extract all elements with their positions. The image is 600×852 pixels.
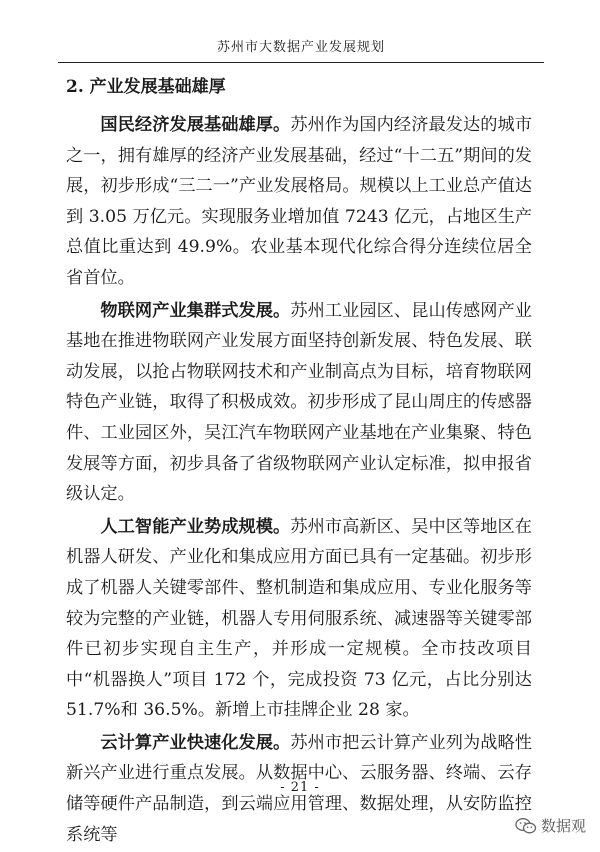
watermark — [515, 815, 586, 836]
paragraph-body: 苏州作为国内经济最发达的城市之一，拥有雄厚的经济产业发展基础，经过“十二五”期间的发展，初步形成“三二一”产业发展格局。规模以上工业总产值达到 3.05 万亿元。实现服务业增加值 7243 亿元，占地区生产总值比重达到 49.9%。农业基本现代化综合得分连续位居全省首位。 — [66, 115, 532, 288]
paragraph — [66, 512, 532, 726]
section-title: 2. 产业发展基础雄厚 — [66, 77, 226, 97]
page-header — [58, 34, 544, 63]
body-content — [66, 110, 532, 852]
paragraph — [66, 110, 532, 294]
paragraph-body: 苏州市高新区、吴中区等地区在机器人研发、产业化和集成应用方面已具有一定基础。初步形成了机器人关键零部件、整机制造和集成应用、专业化服务等较为完整的产业链，机器人专用伺服系统、减速器等关键零部件已初步实现自主生产，并形成一定规模。全市技改项目中“机器换人”项目 172 个，完成投资 73 亿元，占比分别达 51.7%和 36.5%。新增上市挂牌企业 28 家。 — [66, 516, 532, 721]
paragraph-lead: 人工智能产业势成规模。 — [100, 516, 291, 537]
paragraph-lead: 物联网产业集群式发展。 — [100, 300, 291, 321]
paragraph-lead: 云计算产业快速化发展。 — [100, 732, 291, 753]
paragraph-body: 苏州市把云计算产业列为战略性新兴产业进行重点发展。从数据中心、云服务器、终端、云存储等硬件产品制造，到云端应用管理、数据处理，从安防监控系统等 — [66, 732, 532, 845]
paragraph — [66, 296, 532, 510]
paragraph-body: 苏州工业园区、昆山传感网产业基地在推进物联网产业发展方面坚持创新发展、特色发展、联动发展，以抢占物联网技术和产业制高点为目标，培育物联网特色产业链，取得了积极成效。初步形成了昆山周庄的传感器件、工业园区外，吴江汽车物联网产业基地在产业集聚、特色发展等方面，初步具备了省级物联网产业认定标准，拟申报省级认定。 — [66, 300, 532, 505]
wechat-icon — [515, 817, 537, 835]
header-title: 苏州市大数据产业发展规划 — [216, 40, 385, 55]
page-number: - 21 - — [280, 780, 320, 795]
watermark-text: 数据观 — [540, 817, 586, 835]
paragraph-lead: 国民经济发展基础雄厚。 — [100, 115, 291, 135]
